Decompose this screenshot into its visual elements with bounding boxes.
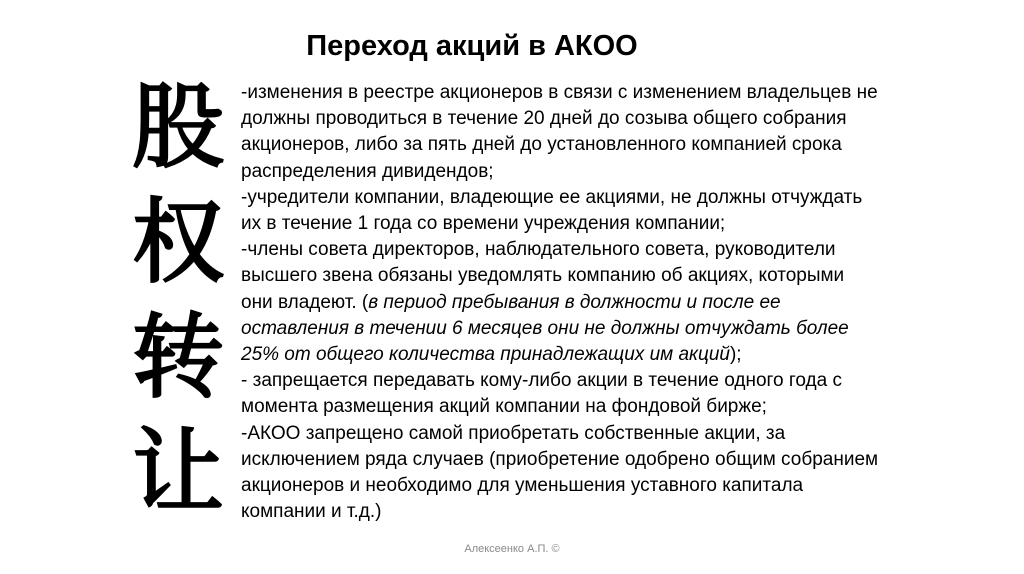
chinese-char-1: 股 xyxy=(131,74,224,181)
paragraph-directors-italic: в период пребывания в должности и после ее оставления в течении 6 месяцев они не должны отчуждать более 25% от общего количества принадлежащих им акций xyxy=(241,291,849,366)
chinese-char-2: 权 xyxy=(131,189,224,296)
paragraph-directors-start: -члены совета директоров, наблюдательного совета, руководители высшего звена обязаны уведомлять компанию об акциях, которыми они владеют. ( xyxy=(241,239,845,313)
chinese-characters-column xyxy=(128,70,228,530)
body-text xyxy=(241,80,881,525)
paragraph-own-shares: -АКОО запрещено самой приобретать собственные акции, за исключением ряда случаев (приобретение одобрено общим собранием акционеров и необходимо для уменьшения уставного капитала компании и т.д.) xyxy=(241,422,879,523)
paragraph-stock-exchange: - запрещается передавать кому-либо акции в течение одного года с момента размещения акций компании на фондовой бирже; xyxy=(241,370,842,418)
chinese-char-3: 转 xyxy=(131,304,224,411)
paragraph-directors-end: ); xyxy=(729,344,742,366)
chinese-char-4: 让 xyxy=(131,419,224,526)
footer-author: Алексеенко А.П. © xyxy=(464,543,560,555)
paragraph-directors xyxy=(241,237,881,368)
slide-title: Переход акций в АКОО xyxy=(306,30,638,62)
paragraph-founders: -учредители компании, владеющие ее акциями, не должны отчуждать их в течение 1 года со времени учреждения компании; xyxy=(241,186,863,235)
paragraph-registry-changes: -изменения в реестре акционеров в связи с изменением владельцев не должны проводиться в течение 20 дней до созыва общего собрания акционеров, либо за пять дней до установленного компанией срока распределения дивидендов; xyxy=(241,82,878,182)
